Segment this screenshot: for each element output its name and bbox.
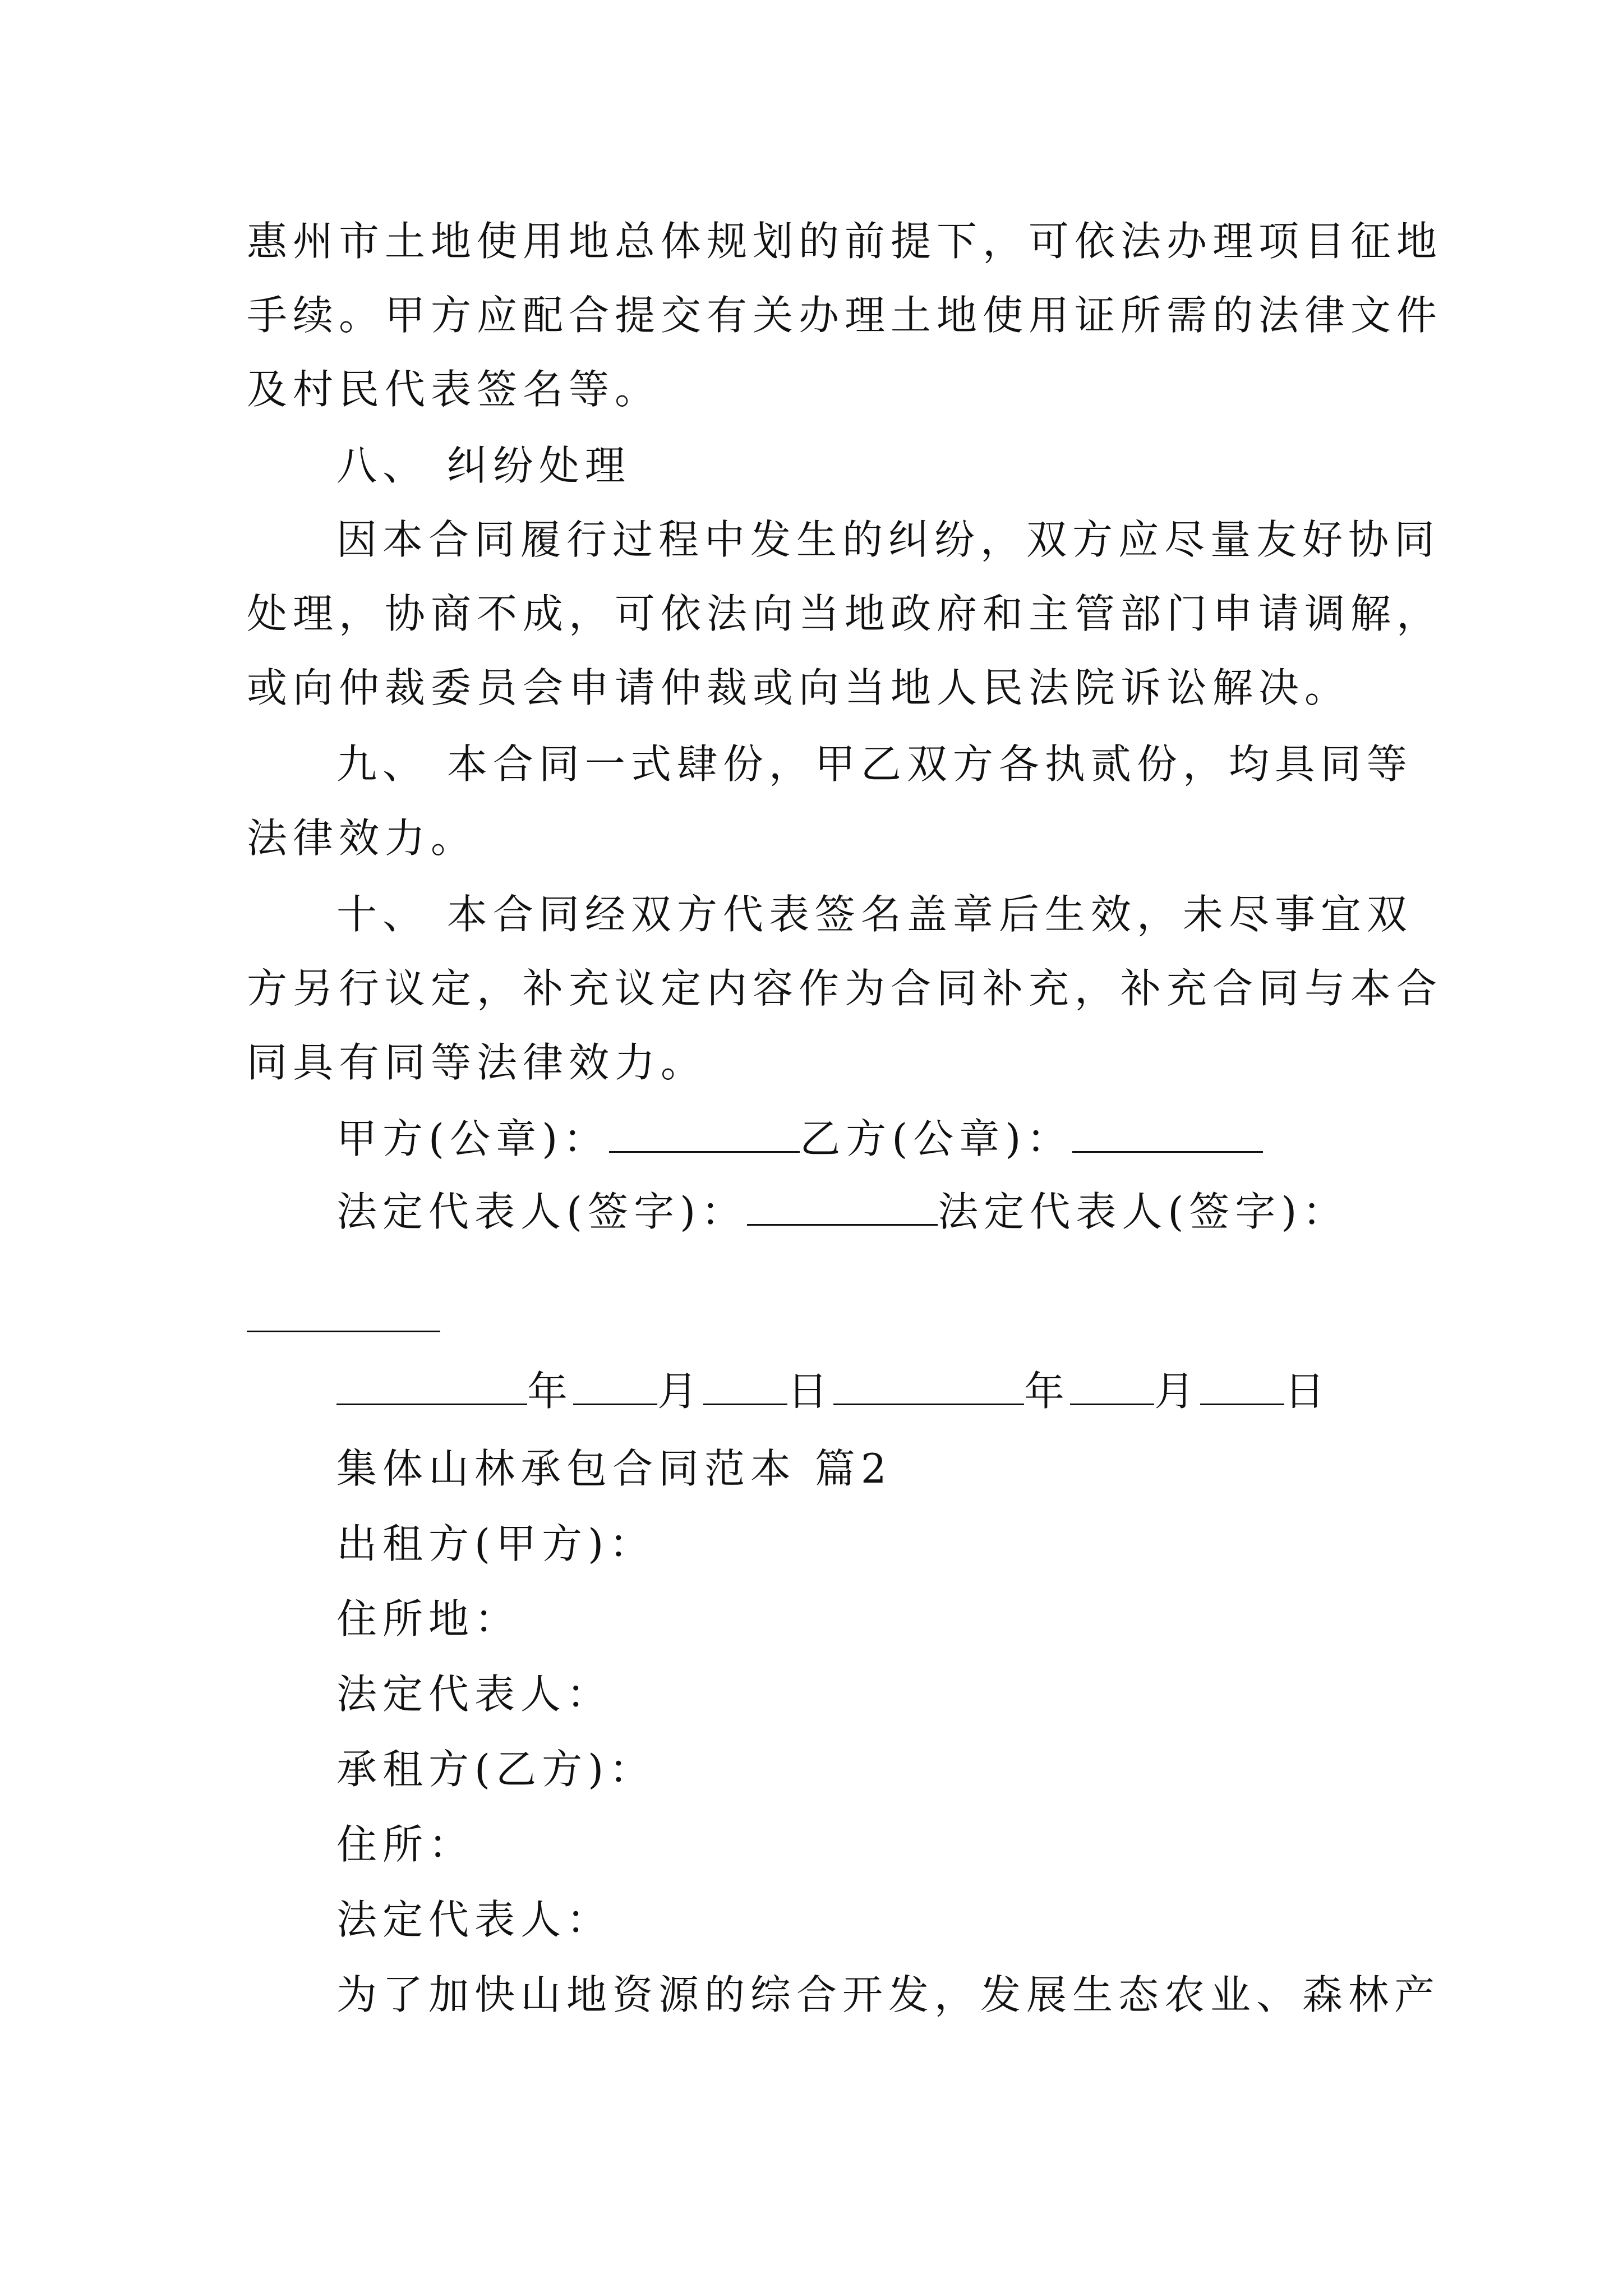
representative-row <box>336 1184 1348 1240</box>
lessor-label: 出租方(甲方)： <box>336 1520 656 1567</box>
year-label: 年 <box>527 1368 574 1415</box>
party-b-rep-field[interactable] <box>247 1331 440 1332</box>
paragraph-line: 处理，协商不成，可依法向当地政府和主管部门申请调解， <box>247 590 1443 637</box>
paragraph-line: 同具有同等法律效力。 <box>247 1039 707 1086</box>
paragraph-line: 九、 本合同一式肆份，甲乙双方各执贰份，均具同等 <box>336 740 1413 788</box>
party-a-rep-field[interactable] <box>747 1185 938 1226</box>
paragraph-line: 法律效力。 <box>247 815 477 862</box>
month-field[interactable] <box>1070 1364 1154 1405</box>
paragraph-line: 惠州市土地使用地总体规划的前提下，可依法办理项目征地 <box>247 218 1443 265</box>
paragraph-line: 或向仲裁委员会申请仲裁或向当地人民法院诉讼解决。 <box>247 664 1351 711</box>
year-field[interactable] <box>833 1364 1024 1405</box>
lessee-rep-label: 法定代表人： <box>336 1896 613 1943</box>
day-field[interactable] <box>703 1364 787 1405</box>
paragraph-line: 手续。甲方应配合提交有关办理土地使用证所需的法律文件 <box>247 292 1443 339</box>
party-a-seal-field[interactable] <box>609 1112 800 1153</box>
date-row <box>336 1363 1330 1419</box>
paragraph-line: 十、 本合同经双方代表签名盖章后生效，未尽事宜双 <box>336 891 1413 938</box>
day-field[interactable] <box>1200 1364 1284 1405</box>
month-label: 月 <box>657 1368 704 1415</box>
day-label: 日 <box>1284 1368 1331 1415</box>
party-a-rep-label: 法定代表人(签字)： <box>336 1188 748 1235</box>
party-b-rep-label: 法定代表人(签字)： <box>938 1188 1349 1235</box>
paragraph-line: 因本合同履行过程中发生的纠纷，双方应尽量友好协同 <box>336 516 1441 563</box>
lessee-address-label: 住所： <box>336 1821 475 1868</box>
lessor-address-label: 住所地： <box>336 1595 521 1642</box>
lessee-label: 承租方(乙方)： <box>336 1746 656 1793</box>
month-field[interactable] <box>573 1364 657 1405</box>
paragraph-line: 及村民代表签名等。 <box>247 366 661 413</box>
party-b-seal-label: 乙方(公章)： <box>800 1115 1073 1162</box>
section-title: 集体山林承包合同范本 篇2 <box>336 1445 892 1492</box>
year-field[interactable] <box>336 1364 527 1405</box>
year-label: 年 <box>1024 1368 1071 1415</box>
section-heading: 八、 纠纷处理 <box>336 442 631 489</box>
seal-row <box>336 1111 1263 1167</box>
party-a-seal-label: 甲方(公章)： <box>336 1115 610 1162</box>
lessor-rep-label: 法定代表人： <box>336 1671 613 1718</box>
party-b-seal-field[interactable] <box>1072 1112 1263 1153</box>
day-label: 日 <box>787 1368 834 1415</box>
month-label: 月 <box>1154 1368 1201 1415</box>
paragraph-line: 方另行议定，补充议定内容作为合同补充，补充合同与本合 <box>247 965 1443 1012</box>
paragraph-line: 为了加快山地资源的综合开发，发展生态农业、森林产 <box>336 1971 1441 2018</box>
